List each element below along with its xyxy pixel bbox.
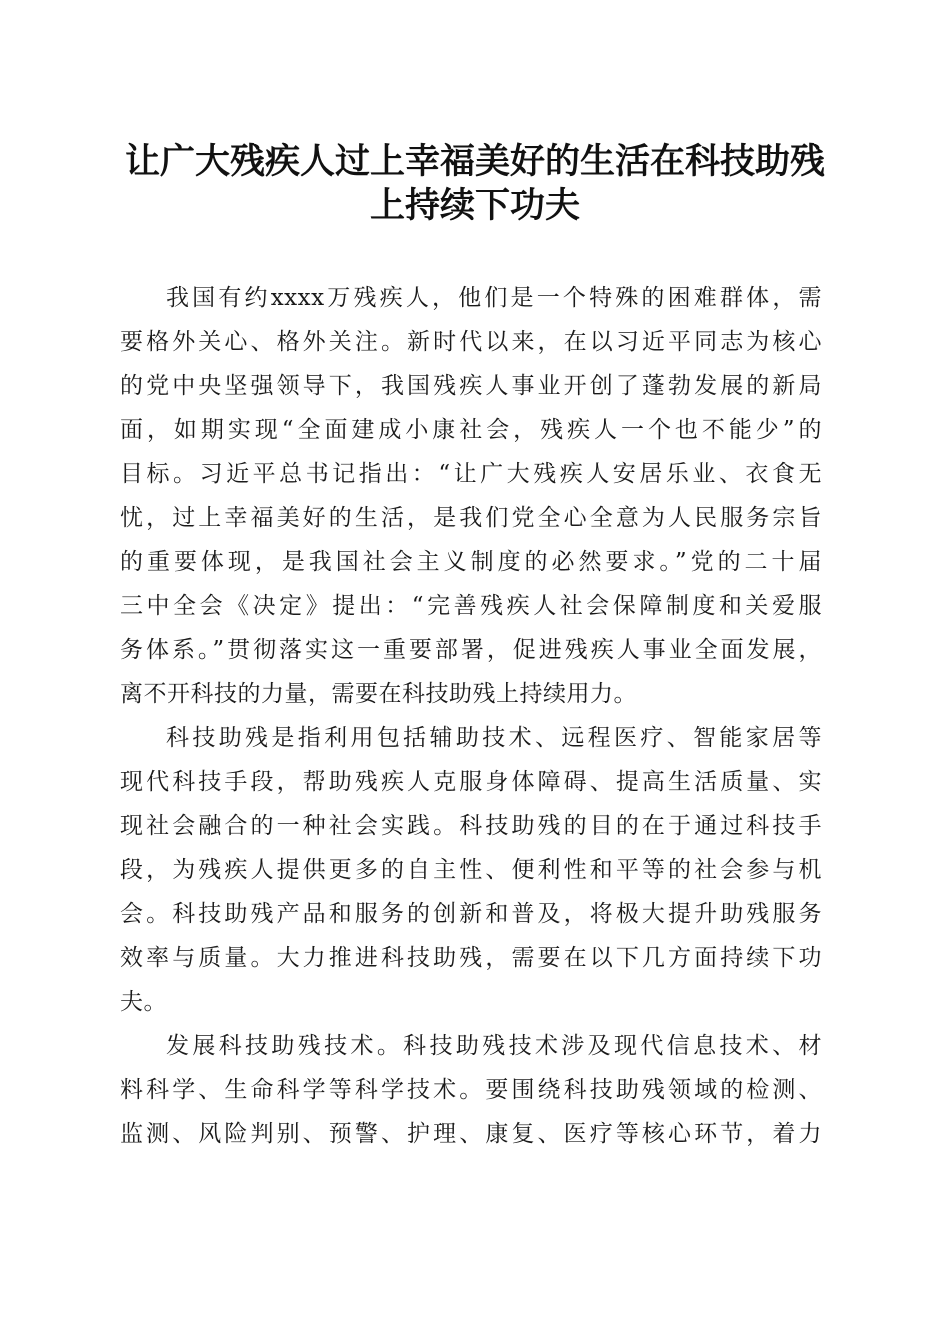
text-line: 料科学、生命科学等科学技术。要围绕科技助残领域的检测、 (120, 1077, 822, 1103)
text-line: 面，如期实现“全面建成小康社会，残疾人一个也不能少”的 (120, 417, 822, 443)
title-line: 让广大残疾人过上幸福美好的生活在科技助残 (124, 141, 825, 182)
text-line: 离不开科技的力量，需要在科技助残上持续用力。 (120, 681, 637, 707)
text-line: 现代科技手段，帮助残疾人克服身体障碍、提高生活质量、实 (120, 769, 822, 795)
text-line: 要格外关心、格外关注。新时代以来，在以习近平同志为核心 (120, 329, 822, 355)
title-line: 上持续下功夫 (369, 185, 580, 226)
text-line: 现社会融合的一种社会实践。科技助残的目的在于通过科技手 (120, 813, 822, 839)
text-line: 夫。 (120, 989, 167, 1015)
document-title (118, 140, 832, 228)
text-line: 三中全会《决定》提出：“完善残疾人社会保障制度和关爱服 (120, 593, 822, 619)
text-line: 发展科技助残技术。科技助残技术涉及现代信息技术、材 (166, 1033, 822, 1059)
paragraph-2 (120, 716, 822, 1024)
text-line: 的党中央坚强领导下，我国残疾人事业开创了蓬勃发展的新局 (120, 373, 822, 399)
text-line: 科技助残是指利用包括辅助技术、远程医疗、智能家居等 (166, 725, 822, 751)
paragraph-1 (120, 276, 822, 716)
document-body (120, 276, 822, 1156)
text-line: 我国有约xxxx万残疾人，他们是一个特殊的困难群体，需 (166, 285, 822, 311)
text-line: 效率与质量。大力推进科技助残，需要在以下几方面持续下功 (120, 945, 822, 971)
text-line: 忧，过上幸福美好的生活，是我们党全心全意为人民服务宗旨 (120, 505, 822, 531)
paragraph-3 (120, 1024, 822, 1156)
text-line: 目标。习近平总书记指出：“让广大残疾人安居乐业、衣食无 (120, 461, 822, 487)
text-line: 会。科技助残产品和服务的创新和普及，将极大提升助残服务 (120, 901, 822, 927)
text-line: 务体系。”贯彻落实这一重要部署，促进残疾人事业全面发展， (120, 637, 822, 663)
text-line: 段，为残疾人提供更多的自主性、便利性和平等的社会参与机 (120, 857, 822, 883)
text-line: 监测、风险判别、预警、护理、康复、医疗等核心环节，着力 (120, 1121, 822, 1147)
text-line: 的重要体现，是我国社会主义制度的必然要求。”党的二十届 (120, 549, 822, 575)
